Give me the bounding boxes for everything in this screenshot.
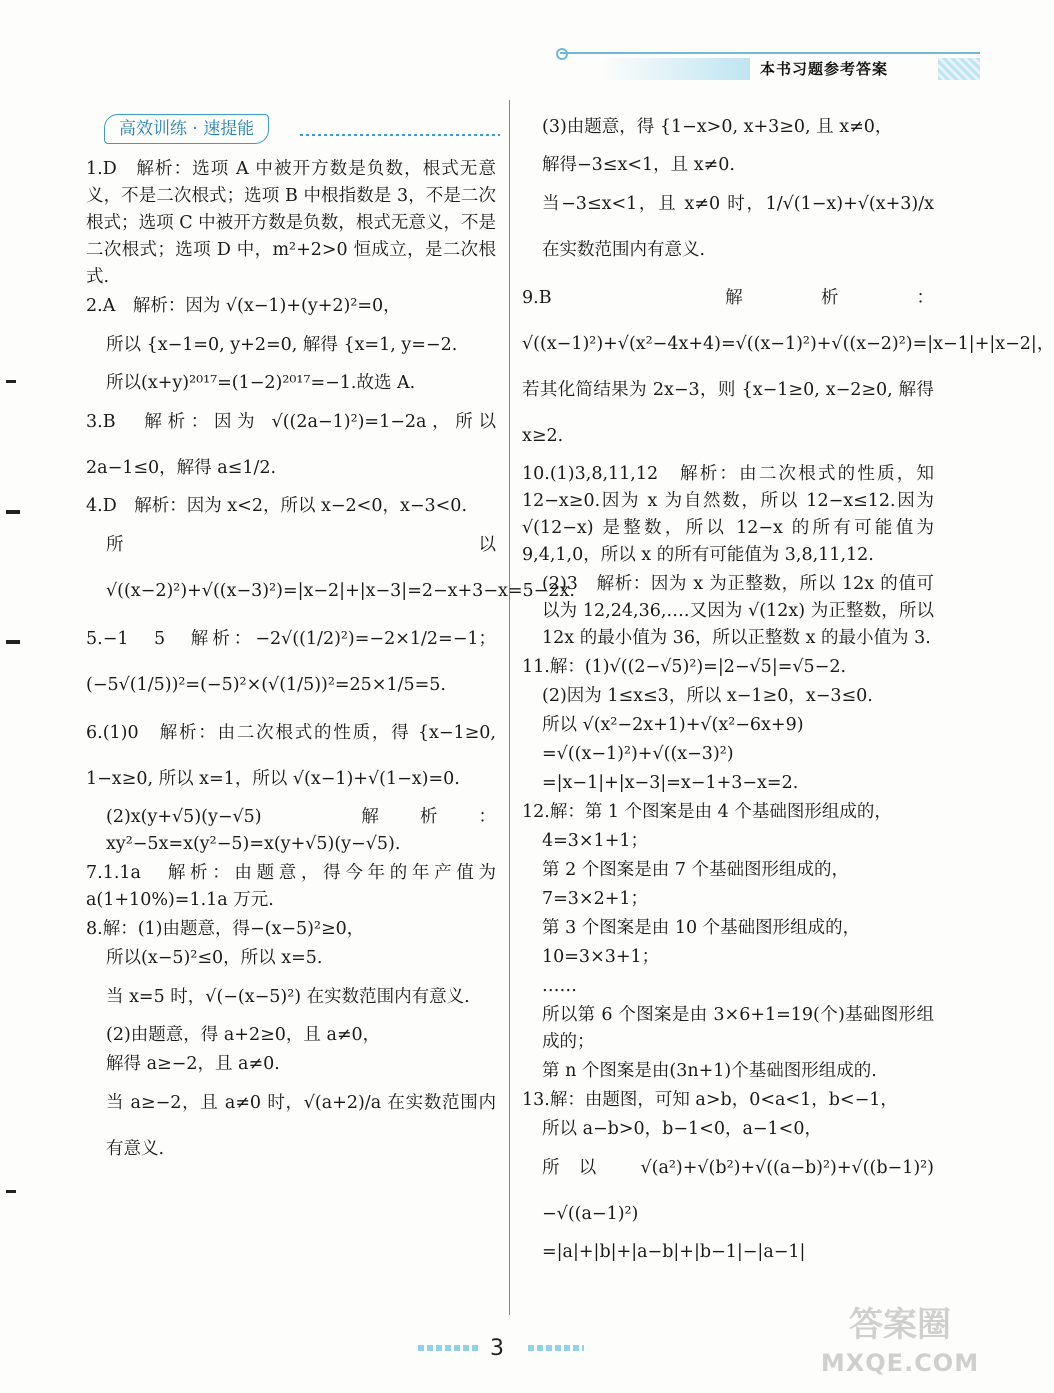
binding-mark <box>6 640 20 644</box>
header-pattern <box>938 58 980 80</box>
answer-11-step-2: =√((x−1)²)+√((x−3)²) <box>542 744 734 764</box>
watermark-line-1: 答案圈 <box>849 1305 951 1345</box>
header-rule <box>560 52 980 54</box>
answer-12-line-6: 所以第 6 个图案是由 3×6+1=19(个)基础图形组成的； <box>542 1005 934 1052</box>
answer-12-ellipsis: …… <box>542 976 577 996</box>
answer-1: 1.D 解析：选项 A 中被开方数是负数，根式无意义，不是二次根式；选项 B 中根指数是 3，不是二次根式；选项 C 中被开方数是负数，根式无意义，不是二次根式；选项 D 中，m²+2>0 恒成立，是二次根式. <box>86 159 496 287</box>
answer-6-2: (2)x(y+√5)(y−√5) 解析：xy²−5x=x(y²−5)=x(y+√5)(y−√5). <box>106 807 496 854</box>
watermark <box>815 1302 985 1386</box>
answer-12: 12.解：第 1 个图案是由 4 个基础图形组成的， <box>522 802 892 822</box>
answer-12-line-2: 第 2 个图案是由 7 个基础图形组成的， <box>542 860 850 880</box>
answer-11-2: (2)因为 1≤x≤3，所以 x−1≥0，x−3≤0. <box>542 686 873 706</box>
answer-11-1: 11.解：(1)√((2−√5)²)=|2−√5|=√5−2. <box>522 657 847 677</box>
header-gradient <box>600 58 750 80</box>
answer-4: 4.D 解析：因为 x<2，所以 x−2<0，x−3<0. <box>86 496 468 516</box>
answer-7: 7.1.1a 解析：由题意，得今年的年产值为 a(1+10%)=1.1a 万元. <box>86 863 496 910</box>
answer-8-3-step: 解得−3≤x<1，且 x≠0. <box>542 155 735 175</box>
binding-mark <box>6 510 20 514</box>
page-number: 3 <box>490 1336 504 1361</box>
answer-11-step-1: 所以 √(x²−2x+1)+√(x²−6x+9) <box>542 715 804 735</box>
answer-12-line-3: 第 3 个图案是由 10 个基础图形组成的， <box>542 918 861 938</box>
answer-2-step: 所以 {x−1=0, y+2=0, 解得 {x=1, y=−2. <box>106 335 458 355</box>
answer-10-2: (2)3 解析：因为 x 为正整数，所以 12x 的值可以为 12,24,36,….又因为 √(12x) 为正整数，所以 12x 的最小值为 36，所以正整数 x 的最小值为 3. <box>542 574 934 648</box>
answer-2: 2.A 解析：因为 √(x−1)+(y+2)²=0， <box>86 296 401 316</box>
answer-8-3-conclusion: 当−3≤x<1，且 x≠0 时，1/√(1−x)+√(x+3)/x 在实数范围内有意义. <box>542 194 934 260</box>
answer-8-1: 8.解：(1)由题意，得−(x−5)²≥0， <box>86 919 365 939</box>
answer-8-2: (2)由题意，得 a+2≥0，且 a≠0， <box>106 1025 381 1045</box>
footer-decoration-left <box>418 1345 480 1351</box>
answer-3: 3.B 解析：因为 √((2a−1)²)=1−2a，所以 2a−1≤0，解得 a≤1/2. <box>86 412 496 478</box>
answer-8-2-conclusion: 当 a≥−2，且 a≠0 时，√(a+2)/a 在实数范围内有意义. <box>106 1093 496 1159</box>
answer-6-1: 6.(1)0 解析：由二次根式的性质，得 {x−1≥0, 1−x≥0, 所以 x=1，所以 √(x−1)+√(1−x)=0. <box>86 723 496 789</box>
answer-5: 5.−1 5 解析：−2√((1/2)²)=−2×1/2=−1；(−5√(1/5))²=(−5)²×(√(1/5))²=25×1/5=5. <box>86 629 496 695</box>
binding-mark <box>6 1190 16 1193</box>
answer-13-step-2: 所以 √(a²)+√(b²)+√((a−b)²)+√((b−1)²)−√((a−1)²) <box>542 1158 934 1224</box>
binding-mark <box>6 380 16 383</box>
left-column <box>86 112 575 1172</box>
answer-8-3: (3)由题意，得 {1−x>0, x+3≥0, 且 x≠0， <box>542 117 893 137</box>
answer-10-1: 10.(1)3,8,11,12 解析：由二次根式的性质，知 12−x≥0.因为 x 为自然数，所以 12−x≤12.因为 √(12−x) 是整数，所以 12−x 的所有可能值为 9,4,1,0，所以 x 的所有可能值为 3,8,11,12. <box>522 464 934 565</box>
section-banner: 高效训练 · 速提能 <box>104 114 269 144</box>
answer-13: 13.解：由题图，可知 a>b，0<a<1，b<−1， <box>522 1090 898 1110</box>
watermark-line-2: MXQE.COM <box>820 1349 980 1377</box>
answer-12-eq-2: 7=3×2+1； <box>542 889 649 909</box>
column-divider <box>509 100 510 1315</box>
header-title: 本书习题参考答案 <box>760 60 889 78</box>
answer-12-eq-3: 10=3×3+1； <box>542 947 660 967</box>
right-column <box>522 104 1054 1266</box>
answer-9: 9.B 解析：√((x−1)²)+√(x²−4x+4)=√((x−1)²)+√((x−2)²)=|x−1|+|x−2|，若其化简结果为 2x−3，则 {x−1≥0, x−2≥0, 解得 x≥2. <box>522 288 1054 446</box>
footer-decoration-right <box>528 1345 584 1351</box>
answer-2-conclusion: 所以(x+y)²⁰¹⁷=(1−2)²⁰¹⁷=−1.故选 A. <box>106 373 416 393</box>
header-dot <box>556 48 568 60</box>
answer-13-step-3: =|a|+|b|+|a−b|+|b−1|−|a−1| <box>542 1242 806 1262</box>
answer-12-line-n: 第 n 个图案是由(3n+1)个基础图形组成的. <box>542 1061 877 1081</box>
answer-8-conclusion: 当 x=5 时，√(−(x−5)²) 在实数范围内有意义. <box>106 987 470 1007</box>
answer-8-2-step: 解得 a≥−2，且 a≠0. <box>106 1054 280 1074</box>
answer-8-step: 所以(x−5)²≤0，所以 x=5. <box>106 948 323 968</box>
answer-13-step-1: 所以 a−b>0，b−1<0，a−1<0， <box>542 1119 822 1139</box>
answer-12-eq-1: 4=3×1+1； <box>542 831 649 851</box>
answer-4-step: 所以 √((x−2)²)+√((x−3)²)=|x−2|+|x−3|=2−x+3−x=5−2x. <box>106 535 575 601</box>
answer-11-step-3: =|x−1|+|x−3|=x−1+3−x=2. <box>542 773 799 793</box>
